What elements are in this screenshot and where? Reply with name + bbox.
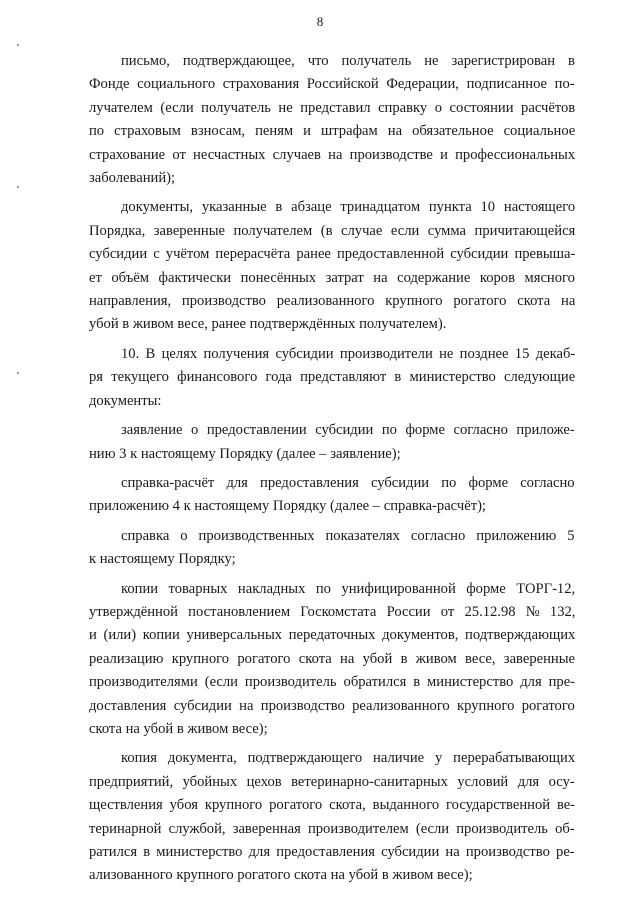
text-line: страхование от несчастных случаев на производстве и профессиональных: [89, 146, 575, 163]
text-line: заболеваний);: [89, 170, 176, 187]
text-line: документы:: [89, 392, 162, 409]
text-line: ществления убоя крупного рогатого скота, выданного государственной ве-: [89, 797, 575, 814]
text-line: приложению 4 к настоящему Порядку (далее – справка-расчёт);: [89, 498, 486, 515]
text-line: утверждённой постановлением Госкомстата России от 25.12.98 № 132,: [89, 603, 575, 620]
text-line: справка-расчёт для предоставления субсидии по форме согласно: [121, 474, 575, 491]
paragraph: [89, 578, 575, 742]
text-line: ратился в министерство для предоставления субсидии на производство ре-: [89, 844, 575, 860]
paragraph: [89, 196, 575, 336]
text-line: и (или) копии универсальных передаточных документов, подтверждающих: [89, 627, 575, 644]
text-line: документы, указанные в абзаце тринадцатом пункта 10 настоящего: [121, 199, 575, 216]
text-line: предприятий, убойных цехов ветеринарно-санитарных условий для осу-: [89, 773, 575, 790]
text-line: копия документа, подтверждающего наличие у перерабатывающих: [121, 750, 575, 767]
text-line: ря текущего финансового года представляют в министерство следующие: [89, 369, 575, 386]
text-line: теринарной службой, заверенная производителем (если производитель об-: [89, 820, 575, 837]
text-line: ет объём фактически понесённых затрат на содержание коров мясного: [89, 269, 575, 286]
text-line: по страховым взносам, пеням и штрафам на обязательное социальное: [89, 123, 575, 140]
page-number: 8: [316, 14, 324, 29]
paragraph: [89, 525, 575, 572]
text-line: убой в живом весе, ранее подтверждённых получателем).: [89, 316, 447, 333]
text-line: копии товарных накладных по унифицированной форме ТОРГ-12,: [121, 580, 575, 597]
paragraph: [89, 343, 575, 413]
text-line: справка о производственных показателях согласно приложению 5: [121, 527, 575, 544]
text-line: реализацию крупного рогатого скота на убой в живом весе, заверенные: [89, 650, 575, 667]
text-line: письмо, подтверждающее, что получатель не зарегистрирован в: [121, 53, 575, 69]
text-line: направления, производство реализованного крупного рогатого скота на: [89, 293, 575, 310]
text-line: производителями (если производитель обратился в министерство для пре-: [89, 674, 575, 691]
paragraph: [89, 419, 575, 466]
text-line: 10. В целях получения субсидии производители не позднее 15 декаб-: [121, 345, 575, 362]
paragraph: [89, 747, 575, 887]
text-line: лучателем (если получатель не представил справку о состоянии расчётов: [89, 99, 575, 116]
document-body: [89, 50, 575, 894]
text-line: субсидии с учётом перерасчёта ранее предоставленной субсидии превыша-: [89, 246, 575, 263]
text-line: заявление о предоставлении субсидии по форме согласно приложе-: [121, 422, 575, 439]
text-line: нию 3 к настоящему Порядку (далее – заявление);: [89, 445, 401, 462]
text-line: скота на убой в живом весе);: [89, 720, 268, 737]
text-line: Фонде социального страхования Российской Федерации, подписанное по-: [89, 76, 575, 93]
scan-margin-mark: [17, 372, 19, 374]
scan-margin-mark: [17, 44, 19, 46]
paragraph: [89, 50, 575, 190]
scan-margin-mark: [17, 186, 19, 188]
text-line: доставления субсидии на производство реализованного крупного рогатого: [89, 697, 575, 714]
text-line: ализованного крупного рогатого скота на убой в живом весе);: [89, 867, 473, 884]
text-line: Порядка, заверенные получателем (в случае если сумма причитающейся: [89, 222, 575, 239]
text-line: к настоящему Порядку;: [89, 551, 236, 568]
paragraph: [89, 472, 575, 519]
